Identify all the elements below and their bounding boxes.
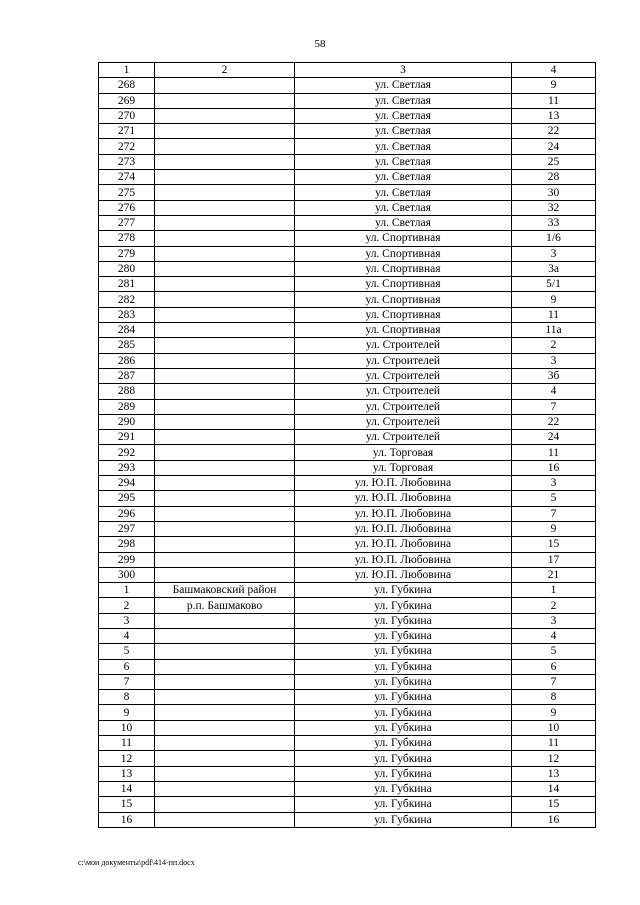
house-number-cell: 9 <box>512 292 596 307</box>
table-row <box>99 384 596 399</box>
table-row <box>99 781 596 796</box>
row-number-cell: 9 <box>99 705 155 720</box>
district-cell <box>155 261 295 276</box>
house-number-cell: 9 <box>512 78 596 93</box>
district-cell <box>155 93 295 108</box>
house-number-cell: 13 <box>512 766 596 781</box>
street-cell: ул. Торговая <box>295 445 512 460</box>
row-number-cell: 276 <box>99 200 155 215</box>
house-number-cell: 3 <box>512 476 596 491</box>
street-cell: ул. Светлая <box>295 154 512 169</box>
house-number-cell: 4 <box>512 384 596 399</box>
table-row <box>99 812 596 827</box>
table-row <box>99 736 596 751</box>
house-number-cell: 16 <box>512 812 596 827</box>
street-cell: ул. Строителей <box>295 399 512 414</box>
table-row <box>99 583 596 598</box>
house-number-cell: 3 <box>512 246 596 261</box>
row-number-cell: 7 <box>99 674 155 689</box>
district-cell <box>155 414 295 429</box>
row-number-cell: 299 <box>99 552 155 567</box>
district-cell <box>155 781 295 796</box>
street-cell: ул. Губкина <box>295 659 512 674</box>
row-number-cell: 5 <box>99 644 155 659</box>
street-cell: ул. Строителей <box>295 368 512 383</box>
table-row <box>99 521 596 536</box>
street-cell: ул. Светлая <box>295 215 512 230</box>
district-cell <box>155 154 295 169</box>
table-row <box>99 246 596 261</box>
district-cell <box>155 185 295 200</box>
street-cell: ул. Строителей <box>295 384 512 399</box>
street-cell: ул. Строителей <box>295 414 512 429</box>
row-number-cell: 282 <box>99 292 155 307</box>
street-cell: ул. Спортивная <box>295 277 512 292</box>
street-cell: ул. Губкина <box>295 690 512 705</box>
row-number-cell: 2 <box>99 598 155 613</box>
address-table <box>98 62 596 828</box>
house-number-cell: 8 <box>512 690 596 705</box>
row-number-cell: 280 <box>99 261 155 276</box>
row-number-cell: 268 <box>99 78 155 93</box>
header-cell-4: 4 <box>512 63 596 78</box>
table-row <box>99 460 596 475</box>
row-number-cell: 290 <box>99 414 155 429</box>
district-cell <box>155 766 295 781</box>
street-cell: ул. Строителей <box>295 430 512 445</box>
table-row <box>99 353 596 368</box>
house-number-cell: 3б <box>512 368 596 383</box>
district-cell <box>155 491 295 506</box>
row-number-cell: 279 <box>99 246 155 261</box>
house-number-cell: 24 <box>512 139 596 154</box>
row-number-cell: 300 <box>99 567 155 582</box>
table-row <box>99 751 596 766</box>
street-cell: ул. Светлая <box>295 93 512 108</box>
header-cell-3: 3 <box>295 63 512 78</box>
table-row <box>99 292 596 307</box>
table-row <box>99 766 596 781</box>
row-number-cell: 278 <box>99 231 155 246</box>
row-number-cell: 297 <box>99 521 155 536</box>
house-number-cell: 32 <box>512 200 596 215</box>
row-number-cell: 285 <box>99 338 155 353</box>
house-number-cell: 7 <box>512 674 596 689</box>
table-row <box>99 476 596 491</box>
district-cell <box>155 445 295 460</box>
district-cell <box>155 644 295 659</box>
row-number-cell: 273 <box>99 154 155 169</box>
table-row <box>99 628 596 643</box>
street-cell: ул. Губкина <box>295 720 512 735</box>
row-number-cell: 11 <box>99 736 155 751</box>
district-cell <box>155 307 295 322</box>
house-number-cell: 7 <box>512 399 596 414</box>
street-cell: ул. Спортивная <box>295 307 512 322</box>
house-number-cell: 15 <box>512 797 596 812</box>
table-row <box>99 797 596 812</box>
table-row <box>99 674 596 689</box>
street-cell: ул. Губкина <box>295 797 512 812</box>
house-number-cell: 4 <box>512 628 596 643</box>
page-number: 58 <box>314 38 326 50</box>
street-cell: ул. Губкина <box>295 598 512 613</box>
street-cell: ул. Губкина <box>295 613 512 628</box>
street-cell: ул. Спортивная <box>295 292 512 307</box>
district-cell <box>155 751 295 766</box>
table-row <box>99 705 596 720</box>
house-number-cell: 11 <box>512 93 596 108</box>
house-number-cell: 21 <box>512 567 596 582</box>
district-cell <box>155 659 295 674</box>
district-cell <box>155 690 295 705</box>
street-cell: ул. Губкина <box>295 736 512 751</box>
street-cell: ул. Светлая <box>295 124 512 139</box>
header-cell-2: 2 <box>155 63 295 78</box>
street-cell: ул. Спортивная <box>295 261 512 276</box>
row-number-cell: 295 <box>99 491 155 506</box>
row-number-cell: 288 <box>99 384 155 399</box>
house-number-cell: 30 <box>512 185 596 200</box>
row-number-cell: 13 <box>99 766 155 781</box>
street-cell: ул. Ю.П. Любовина <box>295 567 512 582</box>
street-cell: ул. Светлая <box>295 78 512 93</box>
table-row <box>99 613 596 628</box>
street-cell: ул. Губкина <box>295 766 512 781</box>
table-row <box>99 108 596 123</box>
table-row <box>99 231 596 246</box>
table-row <box>99 154 596 169</box>
house-number-cell: 7 <box>512 506 596 521</box>
street-cell: ул. Спортивная <box>295 231 512 246</box>
district-cell <box>155 506 295 521</box>
house-number-cell: 10 <box>512 720 596 735</box>
district-cell <box>155 797 295 812</box>
district-cell <box>155 628 295 643</box>
street-cell: ул. Спортивная <box>295 246 512 261</box>
row-number-cell: 283 <box>99 307 155 322</box>
row-number-cell: 12 <box>99 751 155 766</box>
header-cell-1: 1 <box>99 63 155 78</box>
table-row <box>99 338 596 353</box>
table-row <box>99 659 596 674</box>
table-row <box>99 720 596 735</box>
street-cell: ул. Губкина <box>295 812 512 827</box>
house-number-cell: 25 <box>512 154 596 169</box>
district-cell <box>155 567 295 582</box>
district-cell <box>155 399 295 414</box>
house-number-cell: 11а <box>512 323 596 338</box>
district-cell <box>155 812 295 827</box>
street-cell: ул. Спортивная <box>295 323 512 338</box>
street-cell: ул. Ю.П. Любовина <box>295 506 512 521</box>
street-cell: ул. Губкина <box>295 751 512 766</box>
district-cell <box>155 338 295 353</box>
street-cell: ул. Светлая <box>295 200 512 215</box>
house-number-cell: 2 <box>512 338 596 353</box>
row-number-cell: 274 <box>99 170 155 185</box>
district-cell <box>155 139 295 154</box>
table-row <box>99 491 596 506</box>
district-cell <box>155 170 295 185</box>
row-number-cell: 16 <box>99 812 155 827</box>
house-number-cell: 9 <box>512 705 596 720</box>
table-row <box>99 414 596 429</box>
house-number-cell: 15 <box>512 537 596 552</box>
district-cell <box>155 246 295 261</box>
house-number-cell: 3 <box>512 613 596 628</box>
street-cell: ул. Ю.П. Любовина <box>295 476 512 491</box>
row-number-cell: 296 <box>99 506 155 521</box>
table-row <box>99 323 596 338</box>
street-cell: ул. Строителей <box>295 353 512 368</box>
row-number-cell: 281 <box>99 277 155 292</box>
table-row <box>99 399 596 414</box>
district-cell <box>155 323 295 338</box>
house-number-cell: 14 <box>512 781 596 796</box>
table-row <box>99 200 596 215</box>
house-number-cell: 6 <box>512 659 596 674</box>
district-cell <box>155 460 295 475</box>
row-number-cell: 284 <box>99 323 155 338</box>
row-number-cell: 8 <box>99 690 155 705</box>
house-number-cell: 16 <box>512 460 596 475</box>
house-number-cell: 12 <box>512 751 596 766</box>
table-row <box>99 215 596 230</box>
table-row <box>99 537 596 552</box>
street-cell: ул. Губкина <box>295 628 512 643</box>
street-cell: ул. Светлая <box>295 139 512 154</box>
row-number-cell: 293 <box>99 460 155 475</box>
district-cell <box>155 736 295 751</box>
district-cell <box>155 537 295 552</box>
table-row <box>99 139 596 154</box>
house-number-cell: 5/1 <box>512 277 596 292</box>
street-cell: ул. Торговая <box>295 460 512 475</box>
street-cell: ул. Губкина <box>295 644 512 659</box>
district-cell <box>155 277 295 292</box>
street-cell: ул. Ю.П. Любовина <box>295 537 512 552</box>
row-number-cell: 272 <box>99 139 155 154</box>
house-number-cell: 3а <box>512 261 596 276</box>
house-number-cell: 2 <box>512 598 596 613</box>
table-row <box>99 170 596 185</box>
row-number-cell: 277 <box>99 215 155 230</box>
district-cell: Башмаковский район <box>155 583 295 598</box>
street-cell: ул. Ю.П. Любовина <box>295 552 512 567</box>
house-number-cell: 17 <box>512 552 596 567</box>
district-cell <box>155 720 295 735</box>
house-number-cell: 5 <box>512 491 596 506</box>
row-number-cell: 291 <box>99 430 155 445</box>
district-cell <box>155 353 295 368</box>
row-number-cell: 289 <box>99 399 155 414</box>
table-row <box>99 430 596 445</box>
district-cell <box>155 521 295 536</box>
row-number-cell: 4 <box>99 628 155 643</box>
table-row <box>99 598 596 613</box>
table-row <box>99 124 596 139</box>
table-row <box>99 93 596 108</box>
house-number-cell: 1 <box>512 583 596 598</box>
district-cell <box>155 108 295 123</box>
district-cell <box>155 476 295 491</box>
street-cell: ул. Губкина <box>295 674 512 689</box>
district-cell <box>155 200 295 215</box>
street-cell: ул. Светлая <box>295 108 512 123</box>
house-number-cell: 22 <box>512 124 596 139</box>
row-number-cell: 14 <box>99 781 155 796</box>
file-path-footer: c:\мои документы\pdf\414-пп.docx <box>78 858 195 867</box>
table-body <box>99 78 596 828</box>
district-cell <box>155 384 295 399</box>
house-number-cell: 1/6 <box>512 231 596 246</box>
house-number-cell: 11 <box>512 307 596 322</box>
district-cell <box>155 292 295 307</box>
house-number-cell: 33 <box>512 215 596 230</box>
street-cell: ул. Ю.П. Любовина <box>295 521 512 536</box>
row-number-cell: 286 <box>99 353 155 368</box>
street-cell: ул. Губкина <box>295 583 512 598</box>
table-row <box>99 307 596 322</box>
street-cell: ул. Светлая <box>295 170 512 185</box>
table-row <box>99 506 596 521</box>
house-number-cell: 24 <box>512 430 596 445</box>
table-row <box>99 368 596 383</box>
house-number-cell: 3 <box>512 353 596 368</box>
district-cell <box>155 368 295 383</box>
table-row <box>99 445 596 460</box>
district-cell <box>155 705 295 720</box>
street-cell: ул. Строителей <box>295 338 512 353</box>
row-number-cell: 1 <box>99 583 155 598</box>
district-cell <box>155 231 295 246</box>
street-cell: ул. Губкина <box>295 705 512 720</box>
table-row <box>99 78 596 93</box>
house-number-cell: 5 <box>512 644 596 659</box>
street-cell: ул. Ю.П. Любовина <box>295 491 512 506</box>
district-cell <box>155 552 295 567</box>
row-number-cell: 292 <box>99 445 155 460</box>
district-cell: р.п. Башмаково <box>155 598 295 613</box>
district-cell <box>155 674 295 689</box>
house-number-cell: 11 <box>512 736 596 751</box>
row-number-cell: 294 <box>99 476 155 491</box>
house-number-cell: 13 <box>512 108 596 123</box>
district-cell <box>155 613 295 628</box>
house-number-cell: 22 <box>512 414 596 429</box>
row-number-cell: 6 <box>99 659 155 674</box>
table-row <box>99 277 596 292</box>
house-number-cell: 9 <box>512 521 596 536</box>
table-row <box>99 690 596 705</box>
district-cell <box>155 78 295 93</box>
row-number-cell: 269 <box>99 93 155 108</box>
header-row <box>99 63 596 78</box>
row-number-cell: 3 <box>99 613 155 628</box>
table-row <box>99 567 596 582</box>
row-number-cell: 271 <box>99 124 155 139</box>
district-cell <box>155 430 295 445</box>
row-number-cell: 10 <box>99 720 155 735</box>
table-row <box>99 185 596 200</box>
row-number-cell: 15 <box>99 797 155 812</box>
table-row <box>99 552 596 567</box>
street-cell: ул. Губкина <box>295 781 512 796</box>
table-row <box>99 644 596 659</box>
table-row <box>99 261 596 276</box>
house-number-cell: 11 <box>512 445 596 460</box>
district-cell <box>155 124 295 139</box>
row-number-cell: 298 <box>99 537 155 552</box>
house-number-cell: 28 <box>512 170 596 185</box>
row-number-cell: 287 <box>99 368 155 383</box>
district-cell <box>155 215 295 230</box>
row-number-cell: 275 <box>99 185 155 200</box>
row-number-cell: 270 <box>99 108 155 123</box>
street-cell: ул. Светлая <box>295 185 512 200</box>
